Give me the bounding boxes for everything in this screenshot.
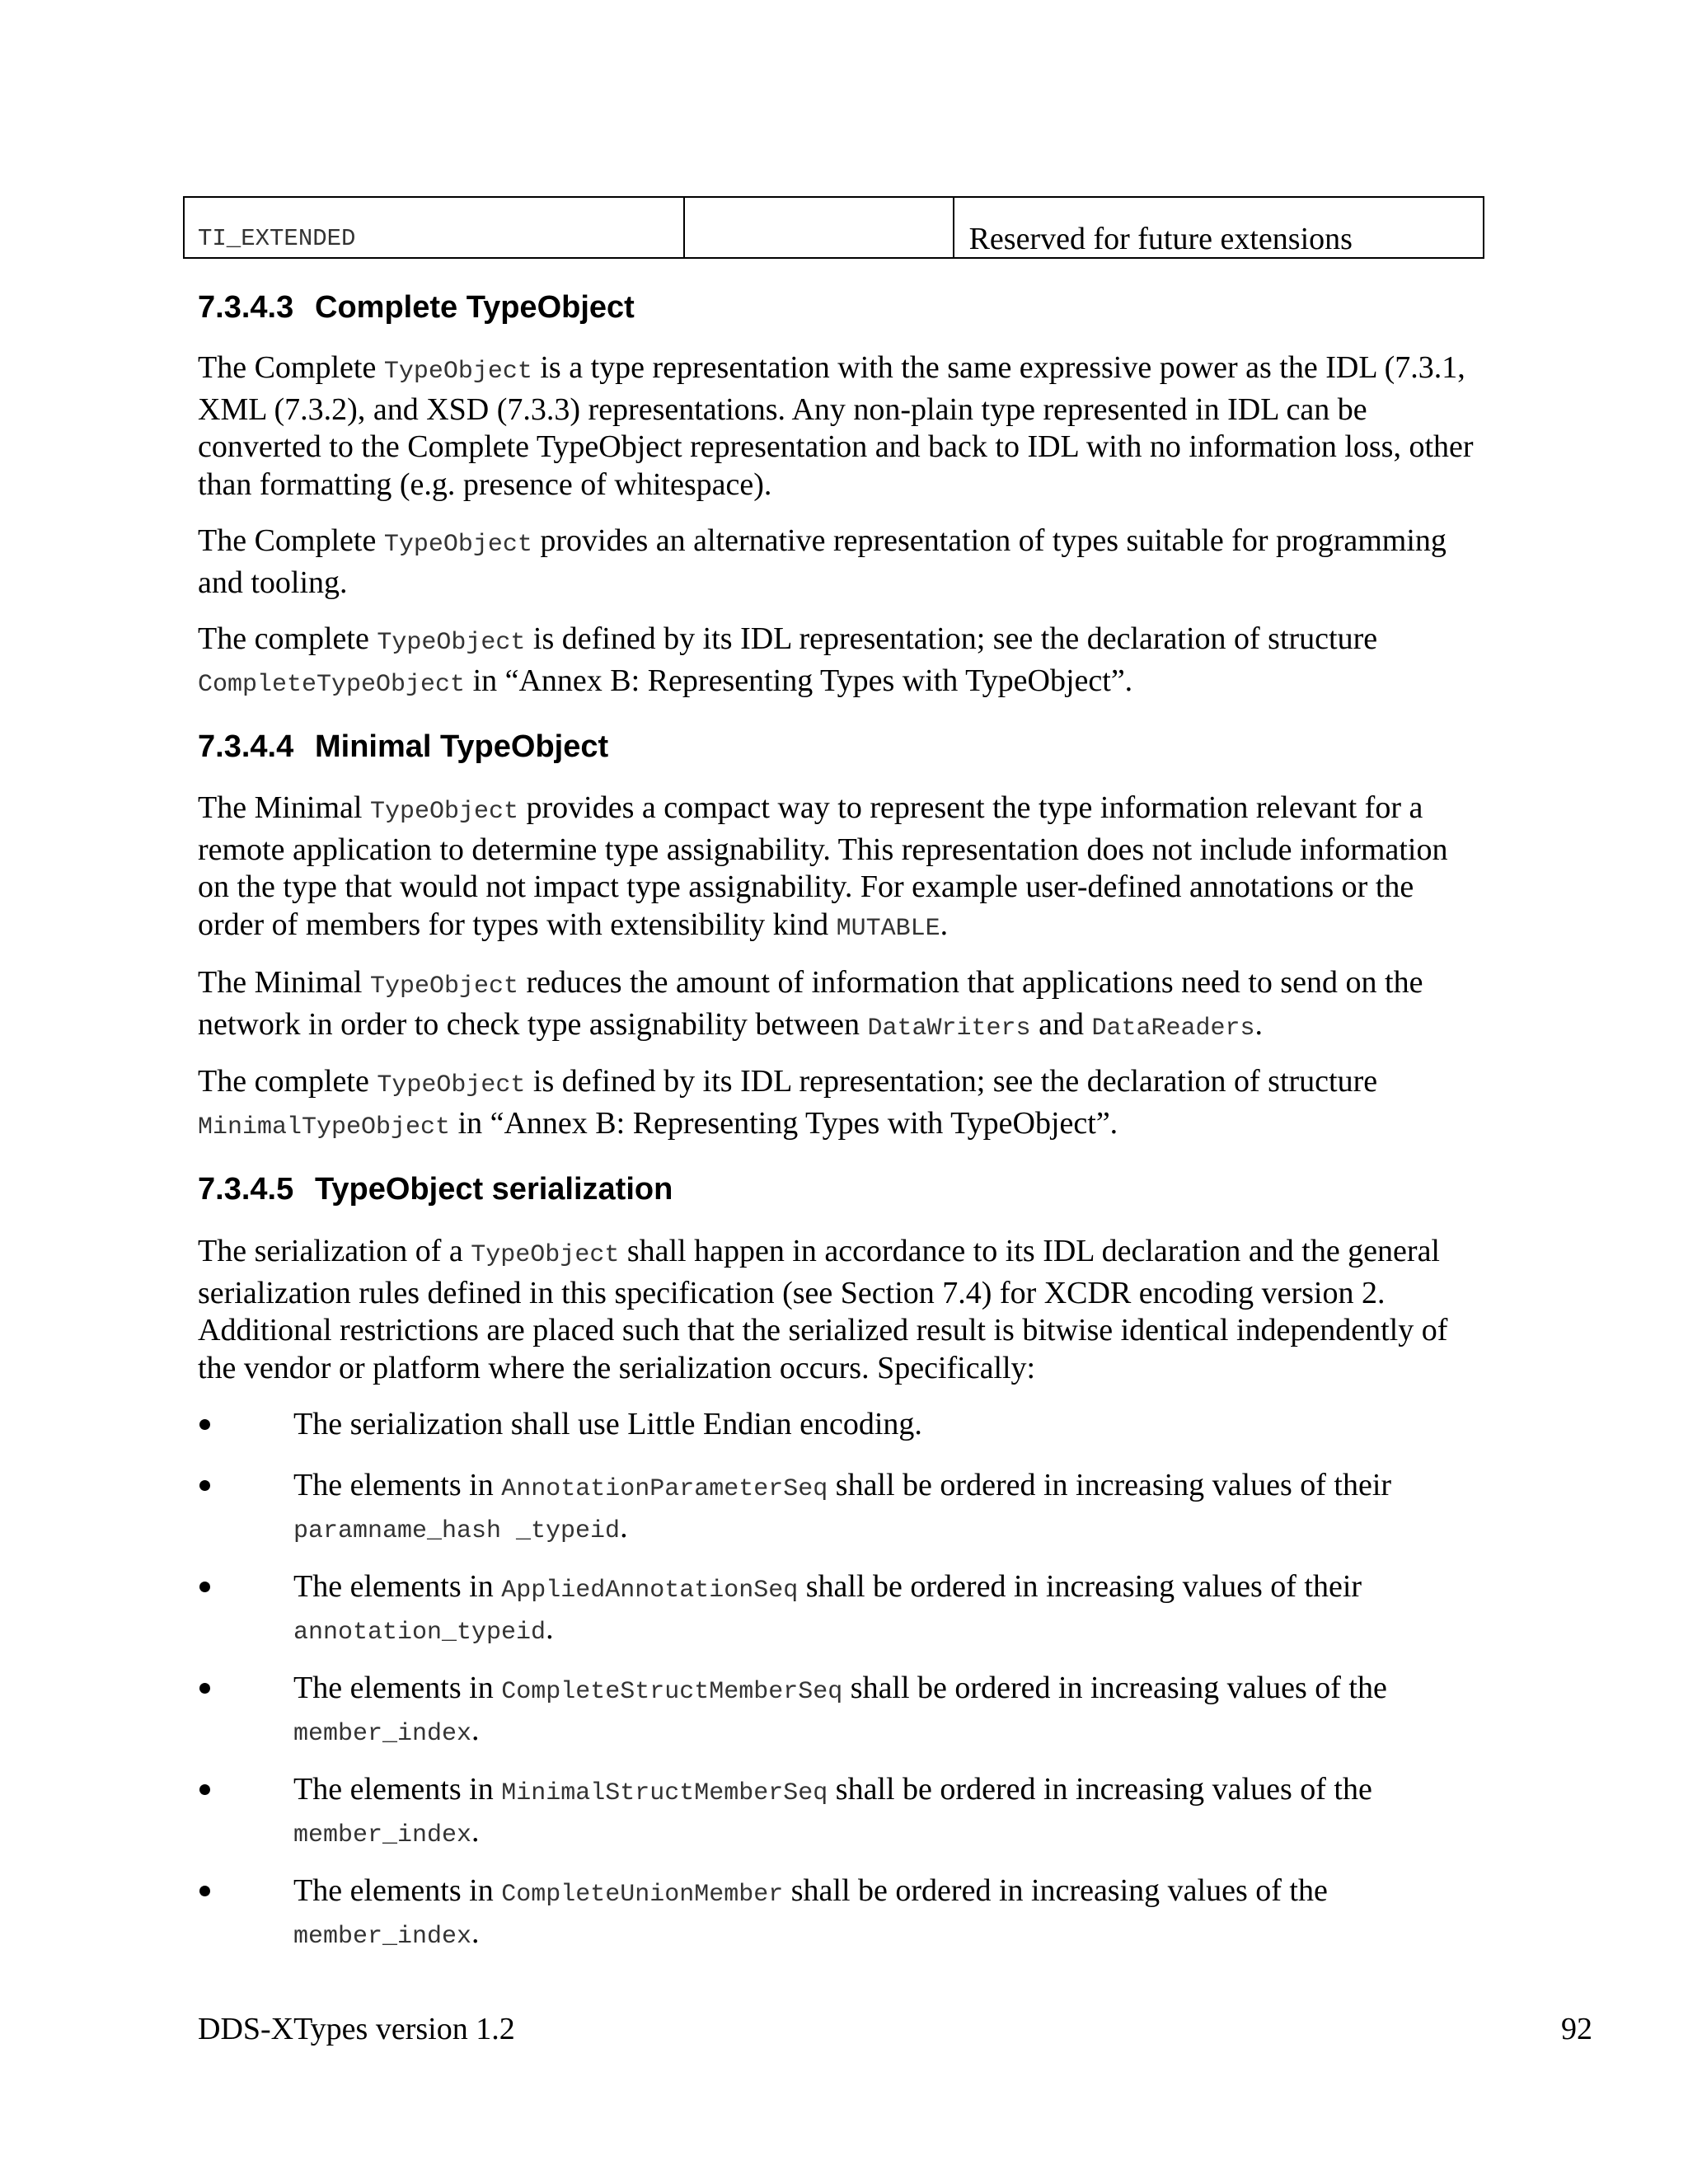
footer-document-title: DDS-XTypes version 1.2 bbox=[198, 2012, 515, 2046]
paragraph: The Complete TypeObject provides an alternative representation of types suitable for programming and tooling. bbox=[198, 523, 1447, 600]
paragraph: The Minimal TypeObject reduces the amount of information that applications need to send on the network in order to check type assignability between DataWriters and DataReaders. bbox=[198, 965, 1423, 1043]
paragraph: The complete TypeObject is defined by its IDL representation; see the declaration of structure CompleteTypeObject in “Annex B: Representing Types with TypeObject”. bbox=[198, 621, 1378, 699]
paragraph: The Complete TypeObject is a type representation with the same expressive power as the IDL (7.3.1, XML (7.3.2), and XSD (7.3.3) representations. Any non-plain type represented in IDL can be converted to the Complete TypeObject representation and back to IDL with no information loss, other than formatting (e.g. presence of whitespace). bbox=[198, 350, 1474, 502]
paragraph: The complete TypeObject is defined by its IDL representation; see the declaration of structure MinimalTypeObject in “Annex B: Representing Types with TypeObject”. bbox=[198, 1064, 1378, 1141]
bullet-icon bbox=[162, 1467, 247, 1505]
section-heading-complete-typeobject: 7.3.4.3 Complete TypeObject bbox=[198, 290, 635, 325]
footer-page-number: 92 bbox=[1561, 2012, 1592, 2046]
type-identifier-table-fragment bbox=[183, 196, 1484, 259]
list-item: The elements in CompleteUnionMember shall be ordered in increasing values of the member_index. bbox=[247, 1872, 1492, 1956]
section-heading-minimal-typeobject: 7.3.4.4 Minimal TypeObject bbox=[198, 729, 609, 764]
table-cell-name: TI_EXTENDED bbox=[184, 197, 684, 258]
table-row bbox=[184, 197, 1484, 258]
paragraph: The Minimal TypeObject provides a compact way to represent the type information relevant for a remote application to determine type assignability. This representation does not include information on the type that would not impact type assignability. For example user-defined annotations or the order of members for types with extensibility kind MUTABLE. bbox=[198, 790, 1448, 943]
list-item: The elements in MinimalStructMemberSeq shall be ordered in increasing values of the member_index. bbox=[247, 1771, 1492, 1854]
bullet-icon bbox=[162, 1771, 247, 1809]
table-cell-value bbox=[684, 197, 954, 258]
paragraph: The serialization of a TypeObject shall happen in accordance to its IDL declaration and the general serialization rules defined in this specification (see Section 7.4) for XCDR encoding version 2. Additional restrictions are placed such that the serialized result is bitwise identical independently of the vendor or platform where the serialization occurs. Specifically: bbox=[198, 1234, 1448, 1385]
list-item: The elements in CompleteStructMemberSeq shall be ordered in increasing values of the member_index. bbox=[247, 1670, 1492, 1753]
list-item: The elements in AppliedAnnotationSeq shall be ordered in increasing values of their annotation_typeid. bbox=[247, 1568, 1492, 1652]
bullet-icon bbox=[162, 1872, 247, 1910]
table-cell-description: Reserved for future extensions bbox=[954, 197, 1484, 258]
bullet-icon bbox=[162, 1670, 247, 1708]
list-item: The serialization shall use Little Endian encoding. bbox=[247, 1406, 1492, 1448]
bullet-icon bbox=[162, 1406, 247, 1444]
list-item: The elements in AnnotationParameterSeq shall be ordered in increasing values of their paramname_hash _typeid. bbox=[247, 1467, 1492, 1550]
bullet-icon bbox=[162, 1568, 247, 1606]
section-heading-typeobject-serialization: 7.3.4.5 TypeObject serialization bbox=[198, 1172, 673, 1207]
